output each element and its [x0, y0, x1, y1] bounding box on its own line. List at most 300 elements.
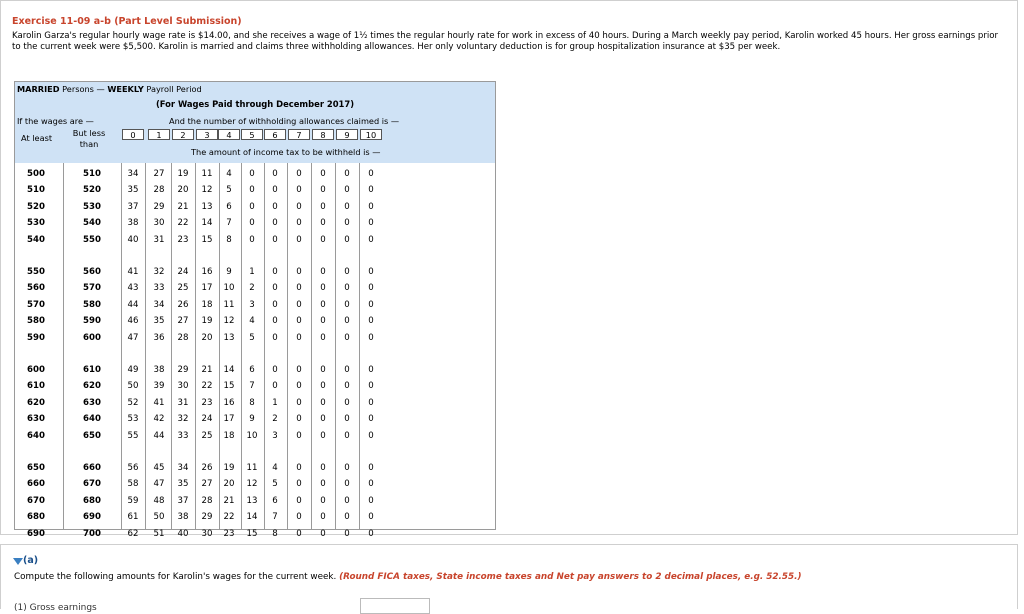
- table-row: [15, 202, 495, 218]
- tax-amount: 20: [177, 185, 189, 196]
- tax-amount: 0: [296, 234, 302, 245]
- tax-amount: 24: [201, 414, 213, 425]
- tax-amount: 0: [368, 463, 374, 473]
- tax-amount: 3: [272, 430, 278, 441]
- table-row: [15, 463, 495, 479]
- tax-amount: 0: [249, 169, 255, 179]
- but-less-value: 570: [83, 283, 101, 294]
- tax-amount: 0: [272, 365, 278, 375]
- tax-amount: 12: [223, 316, 235, 327]
- tax-amount: 0: [368, 283, 374, 294]
- tax-amount: 0: [344, 495, 350, 506]
- tax-amount: 0: [272, 316, 278, 327]
- tax-amount: 9: [226, 267, 232, 277]
- tax-amount: 0: [320, 185, 326, 196]
- tax-amount: 41: [153, 397, 165, 408]
- column-headers: [15, 115, 495, 163]
- tax-amount: 0: [296, 381, 302, 392]
- tax-amount: 25: [201, 430, 213, 441]
- tax-amount: 50: [127, 381, 139, 392]
- tax-amount: 47: [153, 479, 165, 490]
- tax-amount: 31: [153, 234, 165, 245]
- allowance-header: 10: [360, 129, 382, 140]
- tax-amount: 16: [201, 267, 213, 277]
- but-less-value: 510: [83, 169, 101, 179]
- tax-amount: 0: [344, 234, 350, 245]
- tax-amount: 35: [177, 479, 189, 490]
- tax-amount: 29: [153, 201, 165, 212]
- but-less-value: 660: [83, 463, 101, 473]
- table-row: [15, 300, 495, 316]
- tax-amount: 28: [153, 185, 165, 196]
- withholding-tax-table: [14, 81, 496, 539]
- but-less-value: 620: [83, 381, 101, 392]
- tax-amount: 0: [296, 201, 302, 212]
- tax-amount: 0: [344, 299, 350, 310]
- at-least-value: 520: [27, 201, 45, 212]
- tax-amount: 18: [223, 430, 235, 441]
- tax-amount: 0: [368, 299, 374, 310]
- tax-amount: 0: [344, 218, 350, 229]
- table-row: [15, 316, 495, 332]
- tax-amount: 0: [296, 299, 302, 310]
- problem-text: Karolin Garza's regular hourly wage rate is $14.00, and she receives a wage of 1½ times the regular hourly rate for work in excess of 40 hours. During a March weekly pay period, Karolin worked 45 hours. Her gross earnings prior to the current week were $5,500. Karolin is married and claims three withholding allowances. Her only voluntary deduction is for group hospitalization insurance at $35 per week.: [12, 31, 999, 52]
- tax-amount: 0: [320, 316, 326, 327]
- tax-amount: 15: [246, 528, 258, 539]
- at-least-value: 600: [27, 365, 45, 375]
- at-least-value: 550: [27, 267, 45, 277]
- tax-amount: 0: [344, 528, 350, 539]
- exercise-title: Exercise 11-09 a-b (Part Level Submission): [12, 16, 242, 27]
- gross-earnings-input[interactable]: [360, 598, 430, 614]
- allowance-header: 8: [312, 129, 334, 140]
- tax-amount: 32: [177, 414, 189, 425]
- tax-amount: 0: [368, 495, 374, 506]
- tax-amount: 0: [249, 201, 255, 212]
- table-row: [15, 365, 495, 381]
- tax-amount: 0: [344, 463, 350, 473]
- tax-amount: 7: [272, 512, 278, 523]
- tax-amount: 50: [153, 512, 165, 523]
- tax-amount: 11: [201, 169, 213, 179]
- at-least-value: 680: [27, 512, 45, 523]
- tax-amount: 23: [177, 234, 189, 245]
- tax-amount: 0: [272, 218, 278, 229]
- tax-amount: 0: [249, 185, 255, 196]
- tax-amount: 6: [226, 201, 232, 212]
- tax-amount: 35: [153, 316, 165, 327]
- tax-amount: 0: [344, 316, 350, 327]
- tax-amount: 38: [177, 512, 189, 523]
- table-row: [15, 512, 495, 528]
- allowance-header: 1: [148, 129, 170, 140]
- tax-amount: 18: [201, 299, 213, 310]
- tax-amount: 0: [272, 267, 278, 277]
- table-row: [15, 431, 495, 447]
- tax-amount: 28: [201, 495, 213, 506]
- tax-amount: 0: [272, 185, 278, 196]
- tax-amount: 52: [127, 397, 139, 408]
- tax-amount: 0: [296, 414, 302, 425]
- at-least-value: 590: [27, 332, 45, 343]
- tax-amount: 0: [320, 365, 326, 375]
- tax-amount: 0: [368, 512, 374, 523]
- tax-amount: 2: [249, 283, 255, 294]
- tax-amount: 0: [296, 283, 302, 294]
- tax-amount: 38: [127, 218, 139, 229]
- tax-amount: 58: [127, 479, 139, 490]
- tax-amount: 31: [177, 397, 189, 408]
- tax-amount: 0: [368, 381, 374, 392]
- tax-amount: 44: [127, 299, 139, 310]
- tax-amount: 0: [344, 381, 350, 392]
- tax-amount: 0: [320, 528, 326, 539]
- tax-amount: 0: [272, 201, 278, 212]
- at-least-value: 690: [27, 528, 45, 539]
- tax-amount: 7: [226, 218, 232, 229]
- but-less-header: But less than: [72, 128, 106, 149]
- tax-amount: 4: [272, 463, 278, 473]
- table-row: [15, 496, 495, 512]
- tax-amount: 5: [272, 479, 278, 490]
- tax-amount: 0: [320, 332, 326, 343]
- tax-amount: 0: [368, 414, 374, 425]
- tax-amount: 47: [127, 332, 139, 343]
- tax-amount: 29: [177, 365, 189, 375]
- tax-amount: 37: [177, 495, 189, 506]
- tax-amount: 0: [296, 512, 302, 523]
- tax-amount: 28: [177, 332, 189, 343]
- tax-amount: 53: [127, 414, 139, 425]
- tax-amount: 0: [296, 185, 302, 196]
- tax-amount: 42: [153, 414, 165, 425]
- but-less-value: 610: [83, 365, 101, 375]
- but-less-value: 690: [83, 512, 101, 523]
- table-row: [15, 479, 495, 495]
- tax-amount: 3: [249, 299, 255, 310]
- tax-amount: 1: [272, 397, 278, 408]
- tax-amount: 11: [223, 299, 235, 310]
- tax-amount: 0: [368, 365, 374, 375]
- table-row: [15, 185, 495, 201]
- at-least-value: 570: [27, 299, 45, 310]
- tax-amount: 0: [320, 479, 326, 490]
- tax-amount: 0: [296, 528, 302, 539]
- allowance-header: 0: [122, 129, 144, 140]
- tax-amount: 0: [296, 169, 302, 179]
- tax-amount: 0: [272, 283, 278, 294]
- tax-amount: 59: [127, 495, 139, 506]
- tax-amount: 0: [344, 201, 350, 212]
- tax-amount: 27: [153, 169, 165, 179]
- tax-amount: 0: [320, 218, 326, 229]
- allowance-header: 2: [172, 129, 194, 140]
- but-less-value: 640: [83, 414, 101, 425]
- tax-amount: 44: [153, 430, 165, 441]
- table-row: [15, 381, 495, 397]
- gross-earnings-label: (1) Gross earnings: [14, 603, 97, 613]
- tax-amount: 0: [296, 332, 302, 343]
- but-less-value: 540: [83, 218, 101, 229]
- tax-amount: 5: [226, 185, 232, 196]
- tax-amount: 48: [153, 495, 165, 506]
- at-least-value: 640: [27, 430, 45, 441]
- tax-amount: 51: [153, 528, 165, 539]
- tax-amount: 38: [153, 365, 165, 375]
- tax-amount: 15: [223, 381, 235, 392]
- tax-amount: 0: [344, 332, 350, 343]
- tax-amount: 0: [368, 267, 374, 277]
- tax-amount: 40: [127, 234, 139, 245]
- table-row: [15, 235, 495, 251]
- tax-amount: 19: [201, 316, 213, 327]
- tax-amount: 37: [127, 201, 139, 212]
- tax-amount: 30: [177, 381, 189, 392]
- part-a-instruction: Compute the following amounts for Karolin's wages for the current week. (Round FICA taxes, State income taxes and Net pay answers to 2 decimal places, e.g. 52.55.): [14, 572, 802, 582]
- tax-amount: 0: [272, 332, 278, 343]
- tax-amount: 0: [344, 283, 350, 294]
- tax-amount: 0: [296, 430, 302, 441]
- tax-amount: 24: [177, 267, 189, 277]
- tax-amount: 0: [249, 218, 255, 229]
- allowance-header: 3: [196, 129, 218, 140]
- tax-amount: 39: [153, 381, 165, 392]
- tax-amount: 0: [320, 201, 326, 212]
- tax-amount: 33: [177, 430, 189, 441]
- tax-amount: 0: [249, 234, 255, 245]
- but-less-value: 560: [83, 267, 101, 277]
- tax-amount: 49: [127, 365, 139, 375]
- at-least-value: 650: [27, 463, 45, 473]
- at-least-value: 660: [27, 479, 45, 490]
- table-row: [15, 169, 495, 185]
- tax-amount: 9: [249, 414, 255, 425]
- tax-amount: 0: [320, 381, 326, 392]
- tax-amount: 0: [320, 283, 326, 294]
- tax-amount: 13: [201, 201, 213, 212]
- tax-amount: 0: [320, 234, 326, 245]
- amount-withheld-label: The amount of income tax to be withheld is —: [191, 147, 381, 157]
- table-row: [15, 398, 495, 414]
- but-less-value: 670: [83, 479, 101, 490]
- tax-amount: 45: [153, 463, 165, 473]
- tax-amount: 6: [249, 365, 255, 375]
- part-a-panel: [0, 544, 1018, 613]
- at-least-header: At least: [21, 133, 53, 143]
- tax-amount: 34: [153, 299, 165, 310]
- tax-amount: 0: [344, 414, 350, 425]
- table-subheading: (For Wages Paid through December 2017): [155, 99, 355, 109]
- tax-amount: 6: [272, 495, 278, 506]
- tax-amount: 10: [223, 283, 235, 294]
- tax-amount: 0: [296, 218, 302, 229]
- table-row: [15, 283, 495, 299]
- table-row: [15, 267, 495, 283]
- allowance-header: 7: [288, 129, 310, 140]
- tax-amount: 0: [368, 397, 374, 408]
- but-less-value: 590: [83, 316, 101, 327]
- tax-amount: 8: [249, 397, 255, 408]
- tax-amount: 20: [201, 332, 213, 343]
- tax-amount: 46: [127, 316, 139, 327]
- tax-amount: 61: [127, 512, 139, 523]
- tax-amount: 14: [201, 218, 213, 229]
- at-least-value: 630: [27, 414, 45, 425]
- tax-amount: 0: [368, 316, 374, 327]
- table-row: [15, 333, 495, 349]
- allowances-label: And the number of withholding allowances claimed is —: [169, 116, 400, 126]
- tax-amount: 19: [223, 463, 235, 473]
- tax-amount: 0: [296, 316, 302, 327]
- but-less-value: 650: [83, 430, 101, 441]
- tax-amount: 29: [201, 512, 213, 523]
- allowance-header: 5: [241, 129, 263, 140]
- tax-amount: 0: [344, 267, 350, 277]
- tax-amount: 0: [320, 169, 326, 179]
- tax-amount: 0: [320, 463, 326, 473]
- allowance-header: 6: [264, 129, 286, 140]
- tax-amount: 21: [177, 201, 189, 212]
- table-header: [15, 82, 495, 116]
- but-less-value: 550: [83, 234, 101, 245]
- tax-amount: 0: [320, 512, 326, 523]
- tax-amount: 0: [344, 512, 350, 523]
- tax-amount: 8: [226, 234, 232, 245]
- tax-amount: 14: [223, 365, 235, 375]
- tax-amount: 22: [177, 218, 189, 229]
- tax-amount: 0: [344, 185, 350, 196]
- collapse-toggle-icon[interactable]: [13, 558, 23, 565]
- tax-amount: 23: [201, 397, 213, 408]
- tax-amount: 0: [320, 299, 326, 310]
- tax-amount: 0: [320, 495, 326, 506]
- part-a-label: (a): [23, 555, 39, 566]
- tax-amount: 0: [320, 430, 326, 441]
- tax-amount: 0: [296, 267, 302, 277]
- table-heading: MARRIED Persons — WEEKLY Payroll Period: [17, 84, 202, 94]
- tax-amount: 0: [368, 479, 374, 490]
- tax-amount: 40: [177, 528, 189, 539]
- tax-amount: 27: [177, 316, 189, 327]
- tax-amount: 16: [223, 397, 235, 408]
- tax-amount: 0: [296, 495, 302, 506]
- but-less-value: 520: [83, 185, 101, 196]
- at-least-value: 500: [27, 169, 45, 179]
- tax-amount: 55: [127, 430, 139, 441]
- tax-amount: 0: [320, 397, 326, 408]
- but-less-value: 600: [83, 332, 101, 343]
- tax-amount: 0: [320, 414, 326, 425]
- tax-amount: 19: [177, 169, 189, 179]
- but-less-value: 630: [83, 397, 101, 408]
- tax-amount: 0: [296, 397, 302, 408]
- tax-amount: 56: [127, 463, 139, 473]
- tax-amount: 35: [127, 185, 139, 196]
- at-least-value: 580: [27, 316, 45, 327]
- tax-amount: 0: [272, 234, 278, 245]
- tax-amount: 0: [272, 381, 278, 392]
- tax-amount: 0: [344, 479, 350, 490]
- tax-amount: 0: [368, 528, 374, 539]
- tax-amount: 30: [153, 218, 165, 229]
- tax-amount: 14: [246, 512, 258, 523]
- tax-amount: 27: [201, 479, 213, 490]
- tax-amount: 26: [177, 299, 189, 310]
- but-less-value: 700: [83, 528, 101, 539]
- tax-amount: 13: [223, 332, 235, 343]
- tax-amount: 0: [344, 430, 350, 441]
- tax-amount: 22: [223, 512, 235, 523]
- tax-amount: 11: [246, 463, 258, 473]
- tax-amount: 7: [249, 381, 255, 392]
- tax-amount: 22: [201, 381, 213, 392]
- tax-amount: 26: [201, 463, 213, 473]
- tax-amount: 32: [153, 267, 165, 277]
- table-row: [15, 529, 495, 545]
- tax-amount: 25: [177, 283, 189, 294]
- tax-amount: 12: [246, 479, 258, 490]
- tax-amount: 15: [201, 234, 213, 245]
- tax-amount: 4: [226, 169, 232, 179]
- at-least-value: 530: [27, 218, 45, 229]
- tax-amount: 0: [368, 234, 374, 245]
- tax-amount: 5: [249, 332, 255, 343]
- if-wages-label: If the wages are —: [17, 116, 94, 126]
- tax-amount: 21: [201, 365, 213, 375]
- but-less-value: 580: [83, 299, 101, 310]
- allowance-header: 4: [218, 129, 240, 140]
- but-less-value: 680: [83, 495, 101, 506]
- tax-amount: 17: [201, 283, 213, 294]
- tax-amount: 0: [296, 365, 302, 375]
- tax-amount: 0: [296, 479, 302, 490]
- tax-amount: 8: [272, 528, 278, 539]
- tax-amount: 0: [344, 397, 350, 408]
- tax-amount: 20: [223, 479, 235, 490]
- allowance-header: 9: [336, 129, 358, 140]
- tax-amount: 0: [368, 169, 374, 179]
- at-least-value: 670: [27, 495, 45, 506]
- tax-amount: 10: [246, 430, 258, 441]
- tax-amount: 36: [153, 332, 165, 343]
- tax-amount: 1: [249, 267, 255, 277]
- tax-amount: 0: [344, 169, 350, 179]
- table-row: [15, 414, 495, 430]
- tax-amount: 30: [201, 528, 213, 539]
- tax-amount: 34: [127, 169, 139, 179]
- tax-amount: 0: [368, 201, 374, 212]
- tax-amount: 2: [272, 414, 278, 425]
- tax-amount: 13: [246, 495, 258, 506]
- tax-amount: 0: [272, 299, 278, 310]
- at-least-value: 610: [27, 381, 45, 392]
- tax-amount: 4: [249, 316, 255, 327]
- tax-amount: 23: [223, 528, 235, 539]
- at-least-value: 510: [27, 185, 45, 196]
- tax-amount: 0: [368, 430, 374, 441]
- tax-amount: 0: [368, 218, 374, 229]
- tax-amount: 12: [201, 185, 213, 196]
- tax-amount: 0: [344, 365, 350, 375]
- tax-amount: 0: [296, 463, 302, 473]
- but-less-value: 530: [83, 201, 101, 212]
- at-least-value: 620: [27, 397, 45, 408]
- tax-amount: 0: [320, 267, 326, 277]
- tax-amount: 21: [223, 495, 235, 506]
- tax-amount: 17: [223, 414, 235, 425]
- tax-amount: 0: [368, 185, 374, 196]
- at-least-value: 540: [27, 234, 45, 245]
